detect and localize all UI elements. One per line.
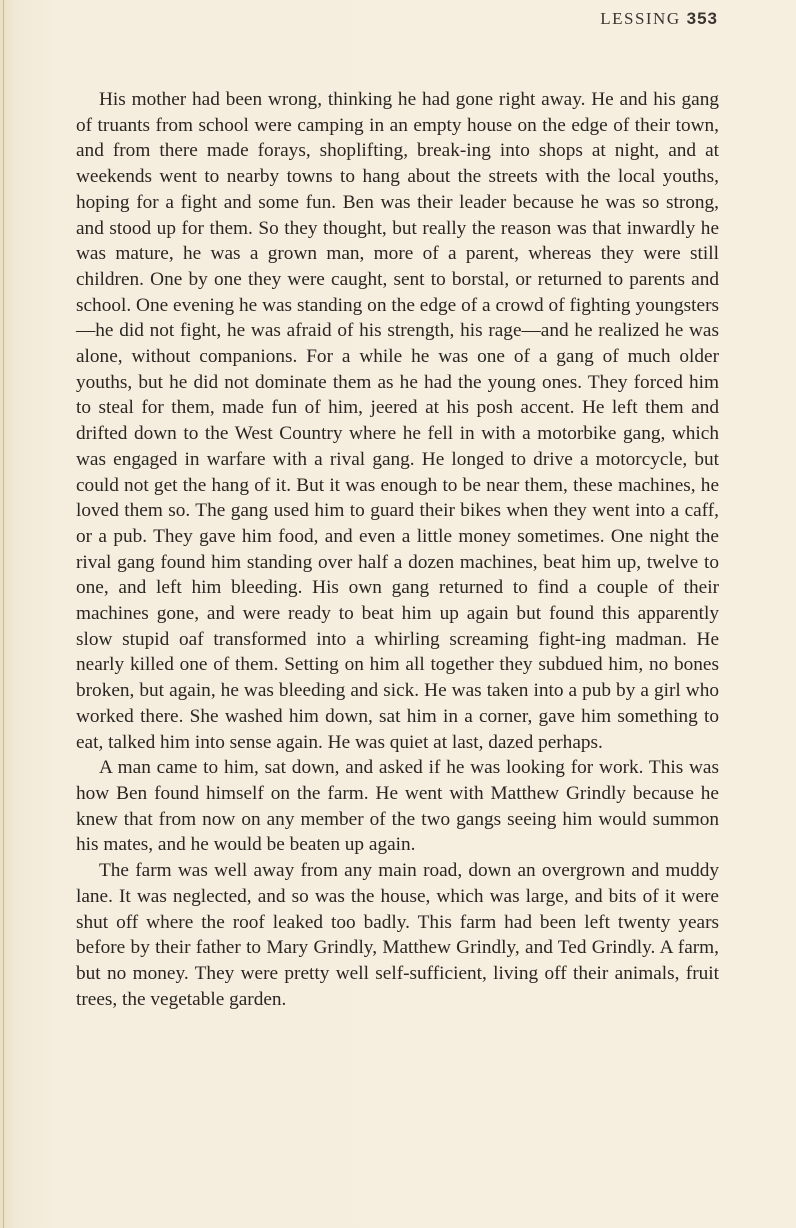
running-head [600,9,718,29]
body-text [76,87,719,1012]
running-head-title: LESSING [600,9,681,28]
page-gutter-edge [3,0,4,1228]
paragraph-3: The farm was well away from any main road, down an overgrown and muddy lane. It was neglected, and so was the house, which was large, and bits of it were shut off where the roof leaked too badly. This farm had been left twenty years before by their father to Mary Grindly, Matthew Grindly, and Ted Grindly. A farm, but no money. They were pretty well self-sufficient, living off their animals, fruit trees, the vegetable garden. [76,860,719,1010]
paragraph-2: A man came to him, sat down, and asked if he was looking for work. This was how Ben found himself on the farm. He went with Matthew Grindly because he knew that from now on any member of the two gangs seeing him would summon his mates, and he would be beaten up again. [76,757,719,856]
page-number: 353 [686,9,718,28]
paragraph-1: His mother had been wrong, thinking he had gone right away. He and his gang of truants from school were camping in an empty house on the edge of their town, and from there made forays, shoplifting, break-ing into shops at night, and at weekends went to nearby towns to hang about the streets with the local youths, hoping for a fight and some fun. Ben was their leader because he was so strong, and stood up for them. So they thought, but really the reason was that inwardly he was mature, he was a grown man, more of a parent, whereas they were still children. One by one they were caught, sent to borstal, or returned to parents and school. One evening he was standing on the edge of a crowd of fighting youngsters—he did not fight, he was afraid of his strength, his rage—and he realized he was alone, without companions. For a while he was one of a gang of much older youths, but he did not dominate them as he had the young ones. They forced him to steal for them, made fun of him, jeered at his posh accent. He left them and drifted down to the West Country where he fell in with a motorbike gang, which was engaged in warfare with a rival gang. He longed to drive a motorcycle, but could not get the hang of it. But it was enough to be near them, these machines, he loved them so. The gang used him to guard their bikes when they went into a caff, or a pub. They gave him food, and even a little money sometimes. One night the rival gang found him standing over half a dozen machines, beat him up, twelve to one, and left him bleeding. His own gang returned to find a couple of their machines gone, and were ready to beat him up again but found this apparently slow stupid oaf transformed into a whirling screaming fight-ing madman. He nearly killed one of them. Setting on him all together they subdued him, no bones broken, but again, he was bleeding and sick. He was taken into a pub by a girl who worked there. She washed him down, sat him in a corner, gave him something to eat, talked him into sense again. He was quiet at last, dazed perhaps. [76,89,719,753]
